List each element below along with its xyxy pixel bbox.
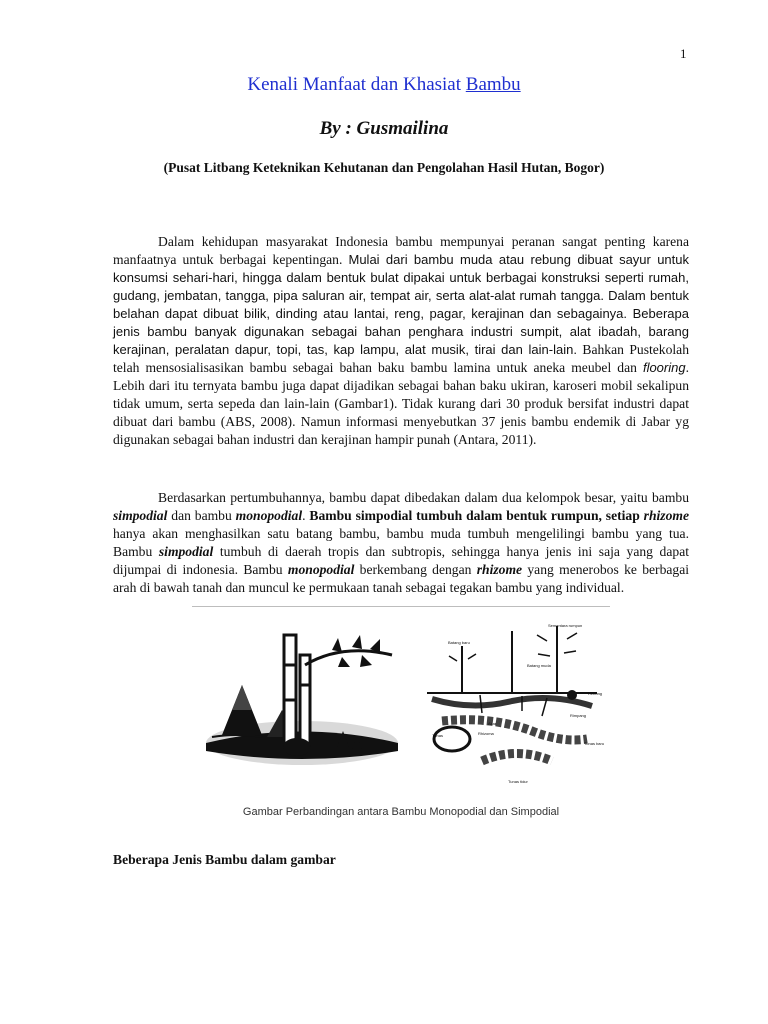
- paragraph-1: [113, 233, 689, 449]
- label-batang-muda: Batang muda: [527, 663, 551, 668]
- p2-text-b: dan bambu: [167, 508, 236, 523]
- p1-text-a: Dalam kehidupan masyarakat Indonesia bambu mempunyai peranan sangat penting karena manfaatnya untuk berbagai kepentingan.: [113, 234, 689, 267]
- simpodial-illustration: [202, 625, 402, 775]
- p2-rhizome-2: rhizome: [476, 562, 523, 577]
- label-batang-baru: Batang baru: [448, 640, 470, 645]
- bamboo-comparison-figure: [192, 603, 610, 829]
- p1-flooring: flooring: [642, 360, 686, 375]
- label-rimpang: Rimpang: [570, 713, 587, 718]
- p1-text-d: . Lebih dari itu ternyata bambu juga dapat dijadikan sebagai bahan baku ukiran, karoseri mobil sekalipun tidak umum, serta sepeda dan lain-lain (Gambar1). Tidak kurang dari 30 produk bersifat industri dapat dibuat dari bambu (ABS, 2008). Namun informasi menyebutkan 37 jenis bambu endemik di Jabar yg digunakan sebagai bahan industri dan kerajinan hampir punah (Antara, 2011).: [113, 360, 689, 447]
- label-tunas-tidur: Tunas tidur: [508, 779, 528, 784]
- p2-simpodial-1: simpodial: [113, 508, 168, 523]
- p2-text-a: Berdasarkan pertumbuhannya, bambu dapat dibedakan dalam dua kelompok besar, yaitu bambu: [158, 490, 689, 505]
- label-rhizoma: Rhizoma: [478, 731, 494, 736]
- p2-text-d: hanya akan menghasilkan satu batang bambu, bambu muda tumbuh mengelilingi bambu yang tua. Bambu: [113, 526, 689, 559]
- monopodial-illustration: [422, 621, 605, 791]
- figure-top-rule: [192, 606, 610, 607]
- p2-rhizome-1: rhizome: [643, 508, 689, 523]
- p2-monopodial-2: monopodial: [287, 562, 355, 577]
- p2-monopodial-1: monopodial: [235, 508, 303, 523]
- affiliation-line: (Pusat Litbang Keteknikan Kehutanan dan Pengolahan Hasil Hutan, Bogor): [163, 160, 605, 175]
- label-tunas: Tunas: [432, 733, 443, 738]
- p1-text-c: Bahkan Pustekolah telah mensosialisasikan bambu sebagai bahan baku bambu lamina untuk aneka meubel dan: [113, 342, 689, 375]
- document-title: [0, 74, 768, 96]
- page-number: 1: [680, 46, 687, 61]
- title-link-bambu[interactable]: Bambu: [465, 74, 521, 95]
- p2-text-f: berkembang dengan: [354, 562, 477, 577]
- title-text: Kenali Manfaat dan Khasiat: [247, 74, 466, 95]
- p2-text-c: .: [302, 508, 310, 523]
- p1-text-b: Mulai dari bambu muda atau rebung dibuat sayur untuk konsumsi sehari-hari, hingga dalam bentuk bulat dipakai untuk berbagai konstruksi seperti rumah, gudang, jembatan, tangga, pipa saluran air, tempat air, serta alat-alat rumah tangga. Dalam bentuk belahan dapat dibuat bilik, dinding atau lantai, reng, pagar, kerajinan dan sebagainya. Beberapa jenis bambu banyak digunakan sebagai bahan penghara industri sumpit, alat ibadah, barang kerajinan, peralatan dapur, topi, tas, kap lampu, alat musik, tirai dan lain-lain.: [113, 252, 689, 357]
- label-akar: Akar: [488, 721, 497, 726]
- p2-text-g: yang menerobos ke berbagai arah di bawah tanah dan muncul ke permukaan tanah sebagai tegakan bambu yang individual.: [113, 562, 690, 595]
- label-rebung: Rebung: [588, 691, 603, 696]
- label-tunas-baru: Tunas baru: [584, 741, 605, 746]
- p2-simpodial-2: simpodial: [158, 544, 214, 559]
- p2-bold-1: Bambu simpodial tumbuh dalam bentuk rumpun, setiap: [309, 508, 644, 523]
- author-line: By : Gusmailina: [319, 118, 449, 139]
- paragraph-2: [113, 489, 689, 597]
- figure-caption: Gambar Perbandingan antara Bambu Monopodial dan Simpodial: [242, 806, 560, 818]
- label-sementara-rumpun: Sementara rumpun: [548, 623, 583, 628]
- section-heading: Beberapa Jenis Bambu dalam gambar: [113, 852, 336, 867]
- p2-text-e: tumbuh di daerah tropis dan subtropis, sehingga hanya jenis ini saja yang dapat dijumpai di indonesia. Bambu: [113, 544, 689, 577]
